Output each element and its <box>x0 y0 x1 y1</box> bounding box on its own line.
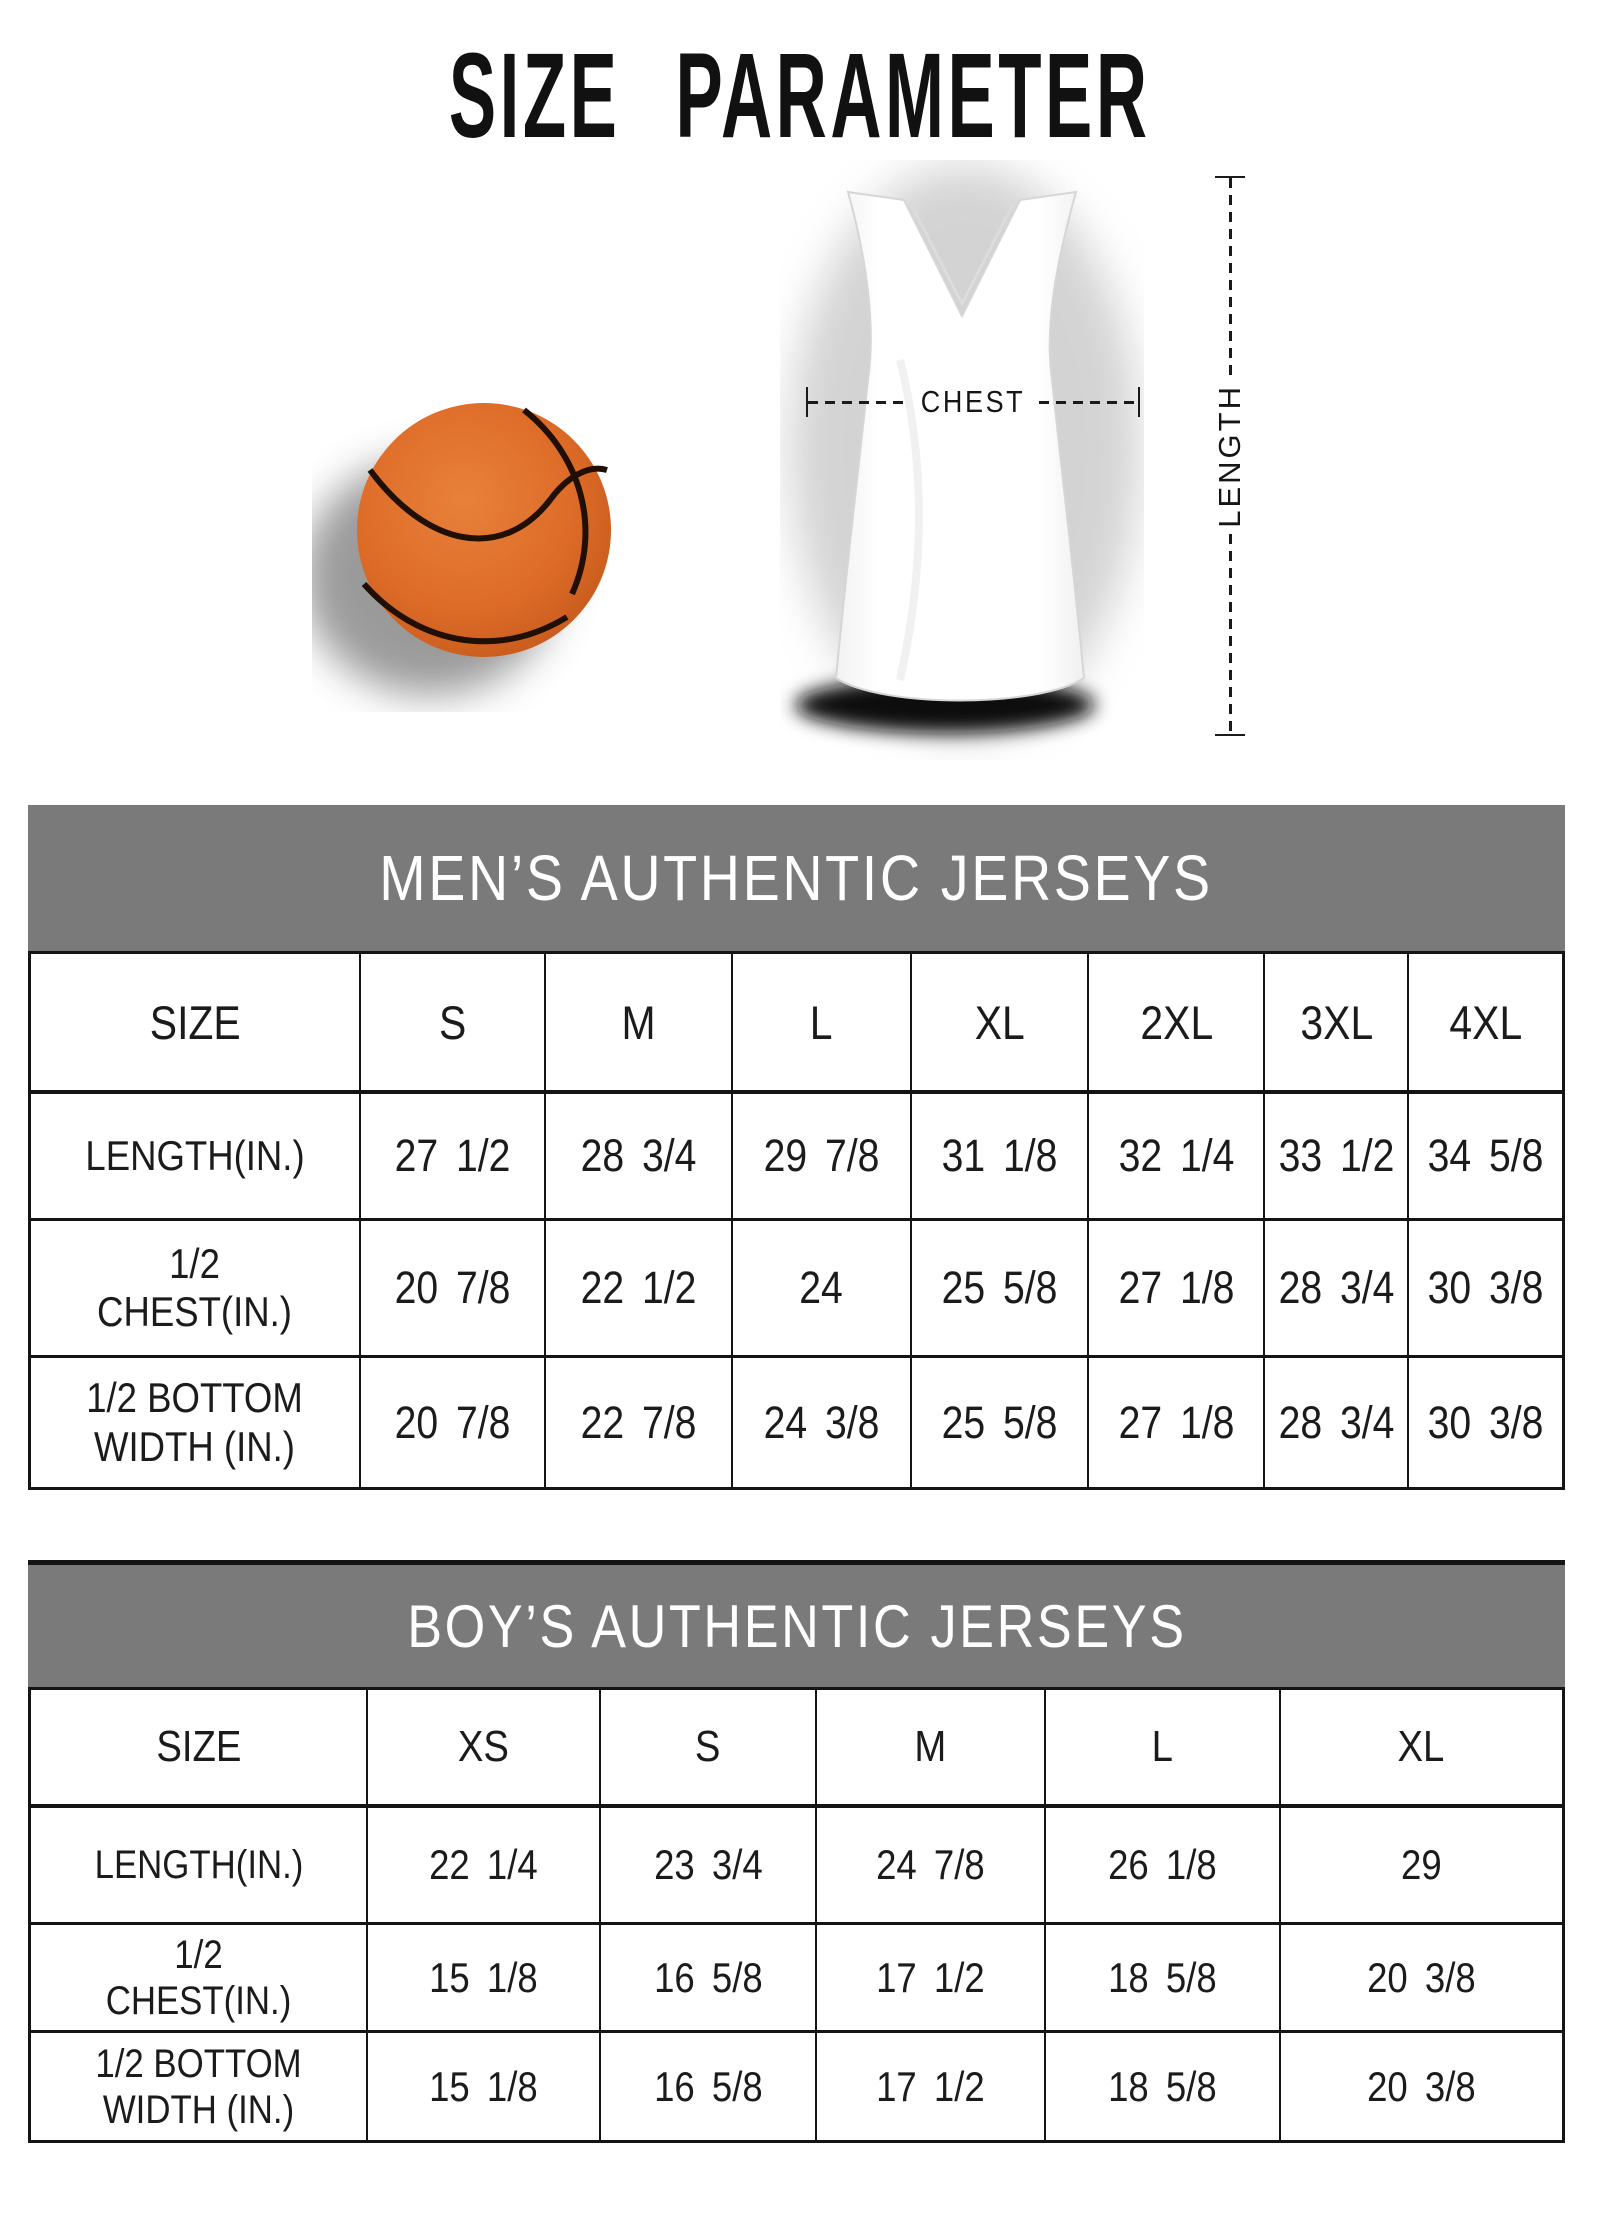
size-value: 24 3/8 <box>731 1355 910 1487</box>
size-value: 34 5/8 <box>1407 1090 1562 1218</box>
measure-tick-right <box>1138 387 1140 417</box>
size-value: 20 7/8 <box>359 1218 544 1355</box>
size-value: 22 1/4 <box>366 1804 599 1922</box>
size-value: 25 5/8 <box>910 1218 1088 1355</box>
boys-table-title-bar <box>28 1560 1565 1687</box>
column-header: M <box>815 1690 1045 1804</box>
boys-table-title: BOY’S AUTHENTIC JERSEYS <box>406 1592 1187 1660</box>
size-value: 27 1/8 <box>1087 1355 1263 1487</box>
size-value: 31 1/8 <box>910 1090 1088 1218</box>
size-value: 26 1/8 <box>1044 1804 1278 1922</box>
size-value: 18 5/8 <box>1044 2030 1278 2140</box>
size-value: 16 5/8 <box>599 2030 815 2140</box>
chest-dashed-line-left <box>808 401 907 404</box>
row-label: 1/2 BOTTOM WIDTH (IN.) <box>31 2030 366 2140</box>
size-value: 32 1/4 <box>1087 1090 1263 1218</box>
column-header: 2XL <box>1087 954 1263 1090</box>
size-value: 22 7/8 <box>544 1355 731 1487</box>
chest-measure-line <box>806 384 1140 420</box>
size-value: 17 1/2 <box>815 2030 1045 2140</box>
row-label: 1/2 CHEST(IN.) <box>31 1218 359 1355</box>
mens-table-title: MEN’S AUTHENTIC JERSEYS <box>379 842 1214 914</box>
size-value: 29 7/8 <box>731 1090 910 1218</box>
size-value: 28 3/4 <box>544 1090 731 1218</box>
boys-size-table <box>28 1560 1565 2143</box>
row-label: LENGTH(IN.) <box>31 1804 366 1922</box>
length-dashed-line-bottom <box>1229 534 1232 734</box>
mens-table-title-bar <box>28 805 1565 951</box>
row-label: 1/2 CHEST(IN.) <box>31 1922 366 2030</box>
size-value: 28 3/4 <box>1263 1218 1407 1355</box>
row-label: 1/2 BOTTOM WIDTH (IN.) <box>31 1355 359 1487</box>
size-value: 29 <box>1279 1804 1562 1922</box>
column-header: SIZE <box>156 1722 242 1771</box>
column-header: S <box>359 954 544 1090</box>
column-header: 3XL <box>1263 954 1407 1090</box>
length-dashed-line-top <box>1229 178 1232 378</box>
column-header: S <box>599 1690 815 1804</box>
size-value: 33 1/2 <box>1263 1090 1407 1218</box>
mens-size-table <box>28 805 1565 1490</box>
size-value: 18 5/8 <box>1044 1922 1278 2030</box>
column-header: 4XL <box>1407 954 1562 1090</box>
size-value: 15 1/8 <box>366 2030 599 2140</box>
basketball-icon <box>312 372 652 712</box>
column-header: SIZE <box>149 995 241 1049</box>
column-header: L <box>731 954 910 1090</box>
column-header: L <box>1044 1690 1278 1804</box>
page-title: SIZE PARAMETER <box>449 28 1151 164</box>
size-value: 25 5/8 <box>910 1355 1088 1487</box>
size-value: 28 3/4 <box>1263 1355 1407 1487</box>
size-value: 20 3/8 <box>1279 1922 1562 2030</box>
size-value: 15 1/8 <box>366 1922 599 2030</box>
size-value: 30 3/8 <box>1407 1218 1562 1355</box>
size-value: 24 7/8 <box>815 1804 1045 1922</box>
page-title-wrap <box>0 28 1600 164</box>
size-value: 23 3/4 <box>599 1804 815 1922</box>
size-value: 16 5/8 <box>599 1922 815 2030</box>
column-header: M <box>544 954 731 1090</box>
size-value: 30 3/8 <box>1407 1355 1562 1487</box>
size-value: 17 1/2 <box>815 1922 1045 2030</box>
column-header: XL <box>910 954 1088 1090</box>
row-label: LENGTH(IN.) <box>31 1090 359 1218</box>
length-label: LENGTH <box>1212 384 1247 528</box>
boys-table-grid <box>28 1687 1565 2143</box>
measure-tick-bottom <box>1215 734 1245 736</box>
size-value: 24 <box>731 1218 910 1355</box>
size-value: 27 1/2 <box>359 1090 544 1218</box>
mens-table-grid <box>28 951 1565 1490</box>
chest-dashed-line-right <box>1039 401 1138 404</box>
length-measure-line <box>1198 176 1262 736</box>
ball-body <box>357 403 611 657</box>
chest-label: CHEST <box>920 384 1026 419</box>
size-value: 20 3/8 <box>1279 2030 1562 2140</box>
column-header: XL <box>1279 1690 1562 1804</box>
size-value: 27 1/8 <box>1087 1218 1263 1355</box>
size-value: 20 7/8 <box>359 1355 544 1487</box>
column-header: XS <box>366 1690 599 1804</box>
size-value: 22 1/2 <box>544 1218 731 1355</box>
jersey-illustration <box>780 160 1144 760</box>
